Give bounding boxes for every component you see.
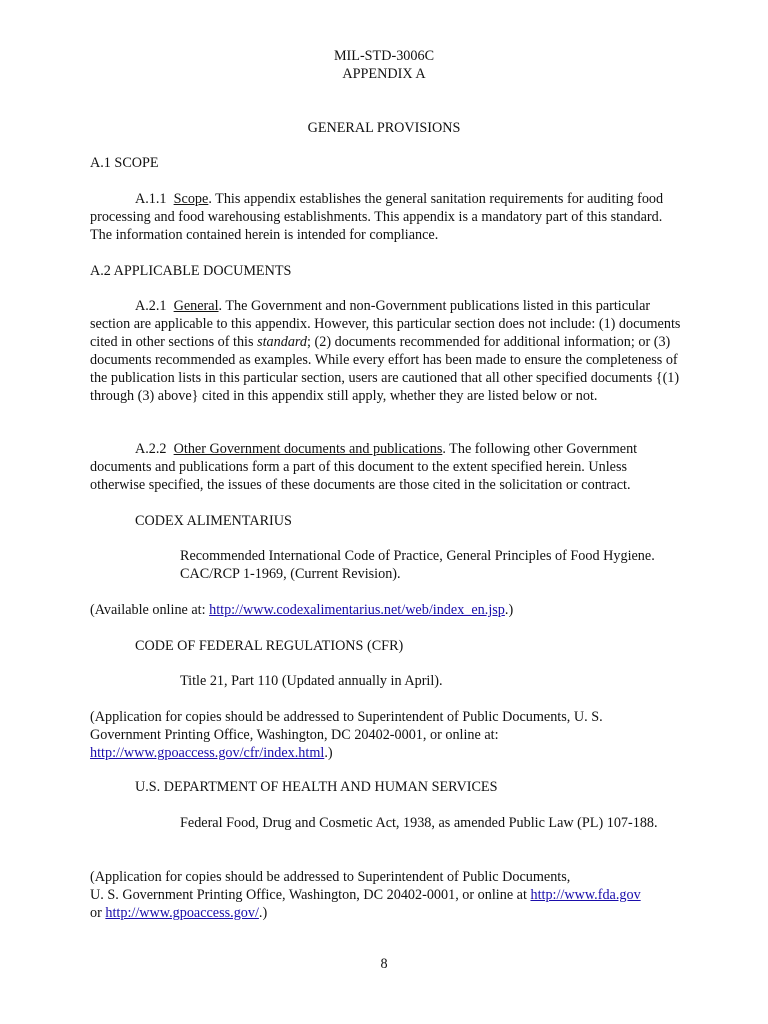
a1-1-num: A.1.1: [135, 191, 167, 207]
a2-1-paragraph: [90, 297, 685, 405]
hhs-post: .): [258, 905, 268, 921]
hhs-entry: Federal Food, Drug and Cosmetic Act, 1938, as amended Public Law (PL) 107-188.: [180, 815, 658, 831]
cfr-application: [90, 708, 630, 762]
a2-2-text: . The following other Government documents and publications form a part of this document to the extent specified herein. Unless otherwise specified, the issues of these documents are those cited in the solicitation or contract.: [90, 441, 638, 493]
cfr-entry: Title 21, Part 110 (Updated annually in April).: [180, 673, 443, 689]
codex-link[interactable]: http://www.codexalimentarius.net/web/index_en.jsp: [209, 602, 505, 618]
a2-2-num: A.2.2: [135, 441, 167, 457]
cfr-link[interactable]: http://www.gpoaccess.gov/cfr/index.html: [90, 745, 325, 761]
fda-link[interactable]: http://www.fda.gov: [530, 887, 641, 903]
codex-avail-post: .): [504, 602, 514, 618]
a2-1-num: A.2.1: [135, 298, 167, 314]
a2-1-term: General: [173, 298, 219, 314]
gpoaccess-link[interactable]: http://www.gpoaccess.gov/: [105, 905, 259, 921]
a1-heading: A.1 SCOPE: [90, 155, 159, 171]
a2-heading: A.2 APPLICABLE DOCUMENTS: [90, 263, 292, 279]
a1-1-term: Scope: [173, 191, 209, 207]
hhs-app-text: (Application for copies should be addressed to Superintendent of Public Documents,: [90, 869, 571, 885]
a2-1-text-a: . The Government and non-Government publications listed in this particular section are applicable to this appendix. However, this particular section does not include: (1) documents cited in other sections of this: [90, 298, 681, 350]
hhs-application: [90, 868, 690, 922]
a2-1-text-b: ; (2) documents recommended for additional information; or (3) documents recommended as examples. While every effort has been made to ensure the completeness of the publication lists in this particular section, users are cautioned that all other specified documents {(1) through (3) above} cited in this appendix still apply, whether they are listed below or not.: [90, 334, 680, 404]
a1-1-paragraph: [90, 190, 685, 244]
cfr-heading: CODE OF FEDERAL REGULATIONS (CFR): [135, 638, 404, 654]
cfr-app-post: .): [324, 745, 333, 761]
codex-heading: CODEX ALIMENTARIUS: [135, 513, 292, 529]
a2-1-italic: standard: [257, 334, 308, 350]
hhs-heading: U.S. DEPARTMENT OF HEALTH AND HUMAN SERVICES: [135, 779, 498, 795]
page-number: 8: [380, 956, 388, 972]
codex-entry: Recommended International Code of Practice, General Principles of Food Hygiene. CAC/RCP 1-1969, (Current Revision).: [180, 548, 655, 582]
a2-2-term: Other Government documents and publications: [173, 441, 443, 457]
hhs-or: or: [90, 905, 106, 921]
cfr-app-text: (Application for copies should be addressed to Superintendent of Public Documents, U. S. Government Printing Office, Washington, DC 20402-0001, or online at:: [90, 709, 603, 743]
doc-id: MIL-STD-3006C: [333, 48, 435, 64]
codex-availability: [90, 601, 690, 619]
appendix-label: APPENDIX A: [342, 66, 426, 82]
a1-1-text: . This appendix establishes the general sanitation requirements for auditing food processing and food warehousing establishments. This appendix is a mandatory part of this standard. The information contained herein is intended for compliance.: [90, 191, 664, 243]
codex-avail-pre: (Available online at:: [90, 602, 210, 618]
hhs-app-line2: U. S. Government Printing Office, Washington, DC 20402-0001, or online at: [90, 887, 531, 903]
a2-2-paragraph: [90, 440, 685, 494]
section-title: GENERAL PROVISIONS: [307, 120, 461, 136]
